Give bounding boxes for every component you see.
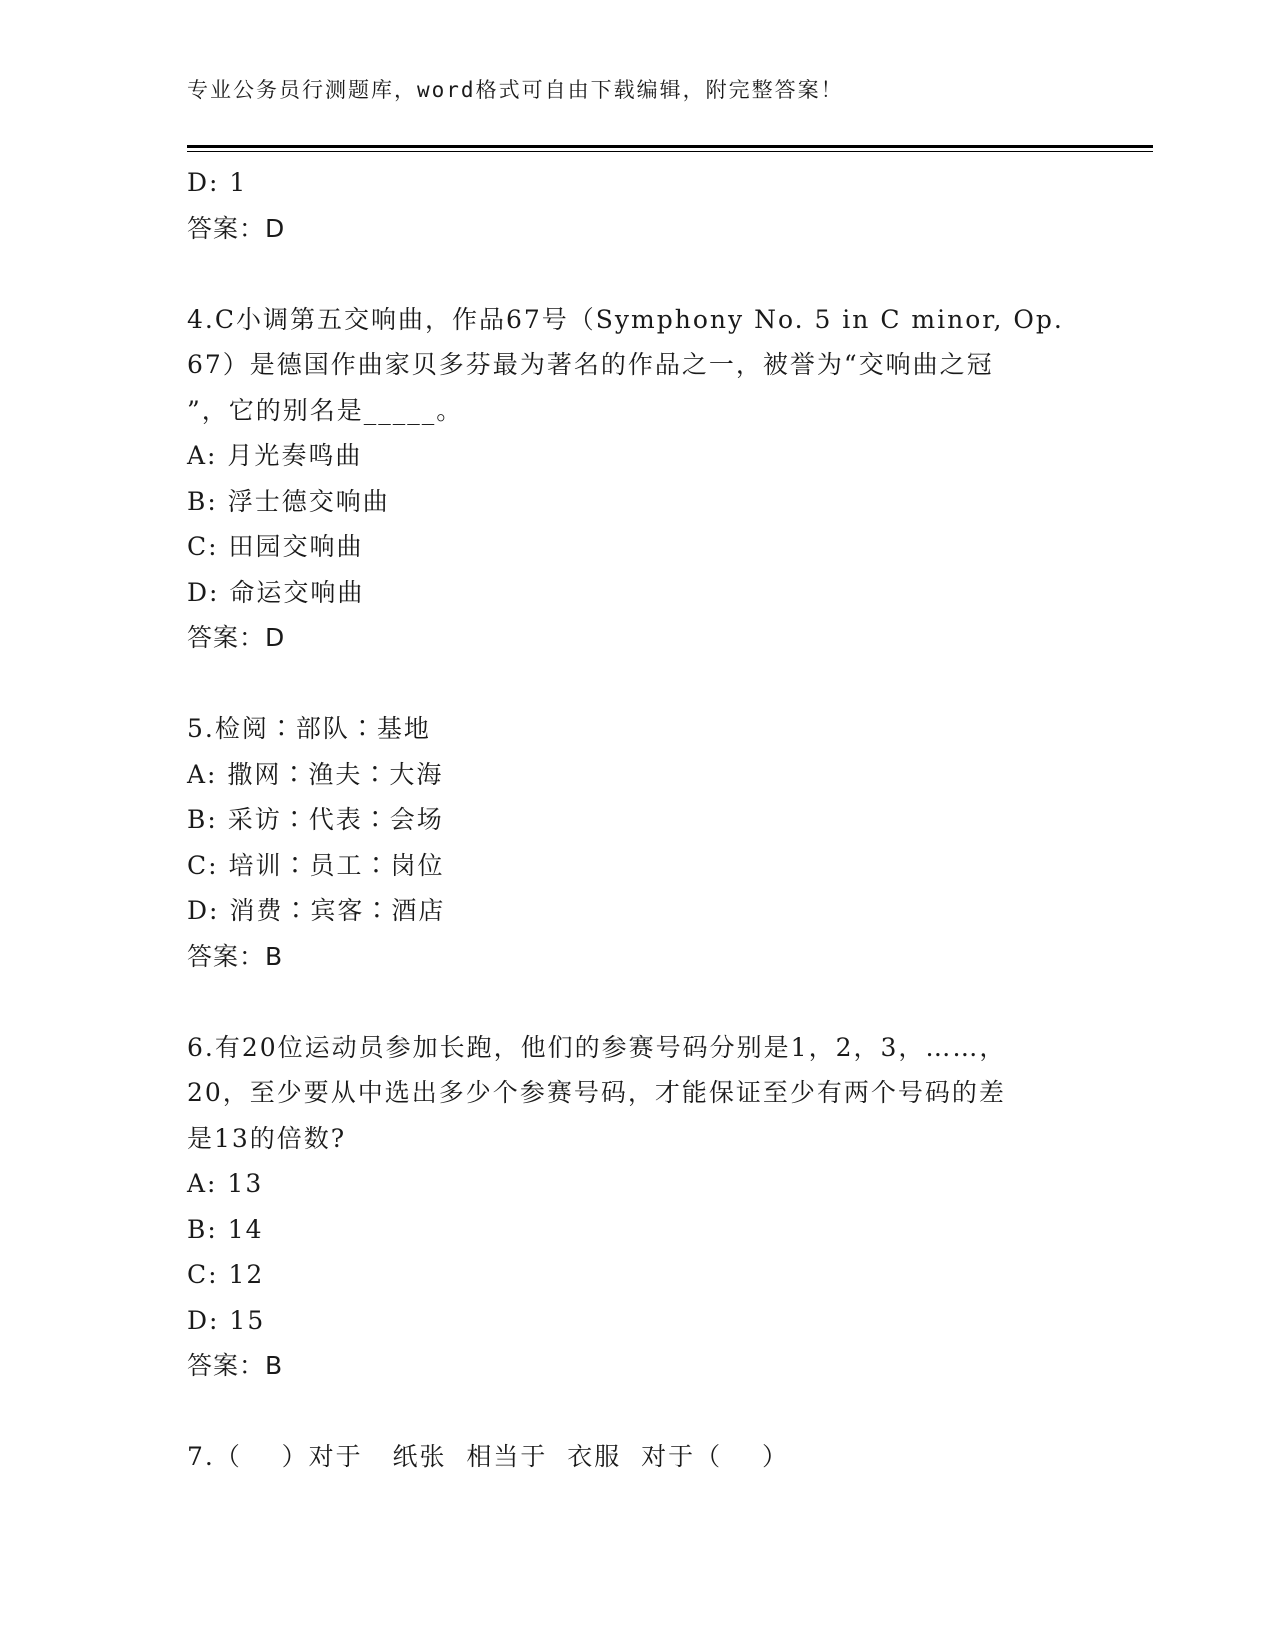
q6-stem-line3: 是13的倍数? <box>187 1123 347 1153</box>
q6-answer: 答案：B <box>187 1351 284 1380</box>
q5-answer: 答案：B <box>187 941 284 971</box>
spacer <box>187 979 1067 1025</box>
header-rule-thick <box>187 145 1153 148</box>
q4-stem-line3: ”，它的别名是_____。 <box>187 395 464 425</box>
q4-option-a: A: 月光奏鸣曲 <box>187 441 363 470</box>
q4-stem-line2: 67）是德国作曲家贝多芬最为著名的作品之一，被誉为“交响曲之冠 <box>187 350 994 379</box>
q6-stem-line1: 6.有20位运动员参加长跑，他们的参赛号码分别是1，2，3，……， <box>187 1032 1007 1062</box>
spacer <box>187 661 1067 707</box>
q4-stem-line1: 4.C小调第五交响曲，作品67号（Symphony No. 5 in C minor, Op. <box>187 304 1064 334</box>
prev-answer: 答案：D <box>187 213 286 243</box>
q4-option-b: B: 浮士德交响曲 <box>187 486 390 516</box>
q7-stem: 7.（ ）对于 纸张 相当于 衣服 对于（ ） <box>187 1442 789 1471</box>
page-header: 专业公务员行测题库，word格式可自由下载编辑，附完整答案！ <box>187 78 844 102</box>
q6-option-d: D: 15 <box>187 1305 266 1335</box>
q5-option-d: D: 消费∶宾客∶酒店 <box>187 896 446 925</box>
q5-option-a: A: 撒网∶渔夫∶大海 <box>187 759 444 789</box>
q4-option-c: C: 田园交响曲 <box>187 532 364 561</box>
q4-option-d: D: 命运交响曲 <box>187 577 365 607</box>
q6-option-a: A: 13 <box>187 1169 264 1198</box>
spacer <box>187 1389 1067 1435</box>
q4-answer: 答案：D <box>187 623 286 652</box>
q5-option-c: C: 培训∶员工∶岗位 <box>187 850 445 880</box>
q6-stem-line2: 20，至少要从中选出多少个参赛号码，才能保证至少有两个号码的差 <box>187 1078 1006 1107</box>
q5-stem: 5.检阅∶部队∶基地 <box>187 714 431 743</box>
spacer <box>187 251 1067 297</box>
question-content <box>187 160 1067 1480</box>
header-rule-thin <box>187 151 1153 152</box>
prev-option-d: D: 1 <box>187 168 248 197</box>
q5-option-b: B: 采访∶代表∶会场 <box>187 805 444 834</box>
q6-option-c: C: 12 <box>187 1260 265 1289</box>
q6-option-b: B: 14 <box>187 1214 264 1244</box>
